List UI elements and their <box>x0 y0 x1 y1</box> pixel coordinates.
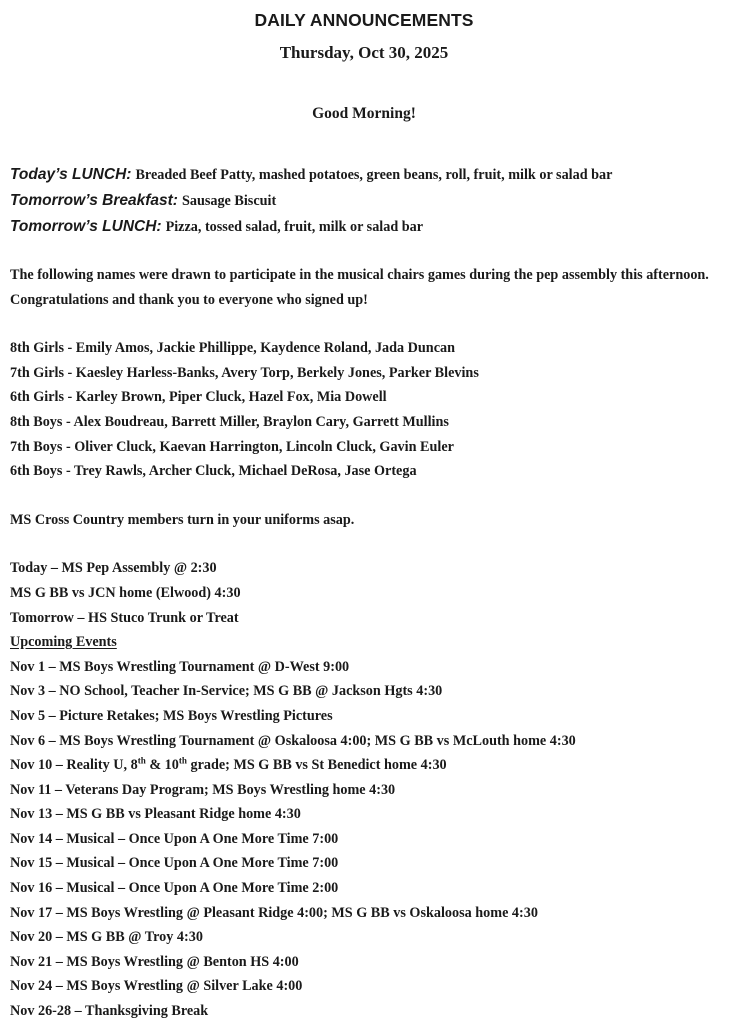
name-group-row: 7th Girls - Kaesley Harless-Banks, Avery Torp, Berkely Jones, Parker Blevins <box>10 364 479 381</box>
upcoming-events-heading-wrap <box>10 630 718 655</box>
upcoming-events-list <box>10 655 718 1024</box>
menu-label-tomorrows-breakfast: Tomorrow’s Breakfast: <box>10 192 178 209</box>
upcoming-events-heading <box>10 630 718 655</box>
name-group-row: 8th Boys - Alex Boudreau, Barrett Miller, Braylon Cary, Garrett Mullins <box>10 413 449 430</box>
upcoming-event-row: Nov 1 – MS Boys Wrestling Tournament @ D-West 9:00 <box>10 658 350 675</box>
upcoming-event-row: Nov 6 – MS Boys Wrestling Tournament @ Oskaloosa 4:00; MS G BB vs McLouth home 4:30 <box>10 732 576 749</box>
musical-chairs-name-list <box>10 312 718 484</box>
upcoming-event-row: Nov 13 – MS G BB vs Pleasant Ridge home 4:30 <box>10 806 301 823</box>
cross-country-section <box>10 484 718 533</box>
today-event-row: MS G BB vs JCN home (Elwood) 4:30 <box>10 584 241 601</box>
name-group-row: 7th Boys - Oliver Cluck, Kaevan Harrington, Lincoln Cluck, Gavin Euler <box>10 438 454 455</box>
menu-label-todays-lunch: Today’s LUNCH: <box>10 166 132 183</box>
page-title: DAILY ANNOUNCEMENTS <box>254 10 474 30</box>
menu-label-tomorrows-lunch: Tomorrow’s LUNCH: <box>10 218 162 235</box>
menu-section <box>10 124 718 240</box>
menu-items-tomorrows-lunch: Pizza, tossed salad, fruit, milk or salad bar <box>165 219 424 235</box>
greeting-text: Good Morning! <box>312 105 416 122</box>
upcoming-event-row: Nov 26-28 – Thanksgiving Break <box>10 1003 209 1020</box>
upcoming-event-row: Nov 20 – MS G BB @ Troy 4:30 <box>10 929 203 946</box>
today-event-row: Tomorrow – HS Stuco Trunk or Treat <box>10 609 239 626</box>
menu-items-tomorrows-breakfast: Sausage Biscuit <box>181 193 277 209</box>
upcoming-event-row: Nov 10 – Reality U, 8th & 10th grade; MS G BB vs St Benedict home 4:30 <box>10 755 447 774</box>
menu-line-tomorrows-breakfast <box>10 188 718 214</box>
today-event-row: Today – MS Pep Assembly @ 2:30 <box>10 560 217 577</box>
menu-items-todays-lunch: Breaded Beef Patty, mashed potatoes, green beans, roll, fruit, milk or salad bar <box>135 167 613 183</box>
name-group-row: 6th Girls - Karley Brown, Piper Cluck, Hazel Fox, Mia Dowell <box>10 389 387 406</box>
page-date: Thursday, Oct 30, 2025 <box>279 43 449 62</box>
name-group-row: 6th Boys - Trey Rawls, Archer Cluck, Michael DeRosa, Jase Ortega <box>10 463 417 480</box>
upcoming-event-row: Nov 24 – MS Boys Wrestling @ Silver Lake 4:00 <box>10 978 303 995</box>
name-group-row: 8th Girls - Emily Amos, Jackie Phillippe, Kaydence Roland, Jada Duncan <box>10 340 455 357</box>
musical-chairs-intro <box>10 240 718 312</box>
menu-line-tomorrows-lunch <box>10 214 718 240</box>
menu-line-todays-lunch <box>10 162 718 188</box>
upcoming-events-heading-label: Upcoming Events <box>10 634 117 651</box>
upcoming-event-row: Nov 3 – NO School, Teacher In-Service; MS G BB @ Jackson Hgts 4:30 <box>10 683 443 700</box>
upcoming-event-row: Nov 5 – Picture Retakes; MS Boys Wrestling Pictures <box>10 707 333 724</box>
upcoming-event-row: Nov 11 – Veterans Day Program; MS Boys Wrestling home 4:30 <box>10 781 396 798</box>
musical-chairs-intro-line-1: The following names were drawn to participate in the musical chairs games during the pep assembly this afternoon. <box>10 267 709 283</box>
upcoming-event-row: Nov 16 – Musical – Once Upon A One More Time 2:00 <box>10 880 339 897</box>
today-events-section <box>10 532 718 630</box>
upcoming-event-row: Nov 21 – MS Boys Wrestling @ Benton HS 4:00 <box>10 953 299 970</box>
musical-chairs-intro-line-2: Congratulations and thank you to everyone who signed up! <box>10 291 368 308</box>
upcoming-event-row: Nov 14 – Musical – Once Upon A One More Time 7:00 <box>10 830 339 847</box>
upcoming-event-row: Nov 17 – MS Boys Wrestling @ Pleasant Ridge 4:00; MS G BB vs Oskaloosa home 4:30 <box>10 904 538 921</box>
upcoming-event-row: Nov 15 – Musical – Once Upon A One More Time 7:00 <box>10 855 339 872</box>
cross-country-notice: MS Cross Country members turn in your uniforms asap. <box>10 511 355 528</box>
